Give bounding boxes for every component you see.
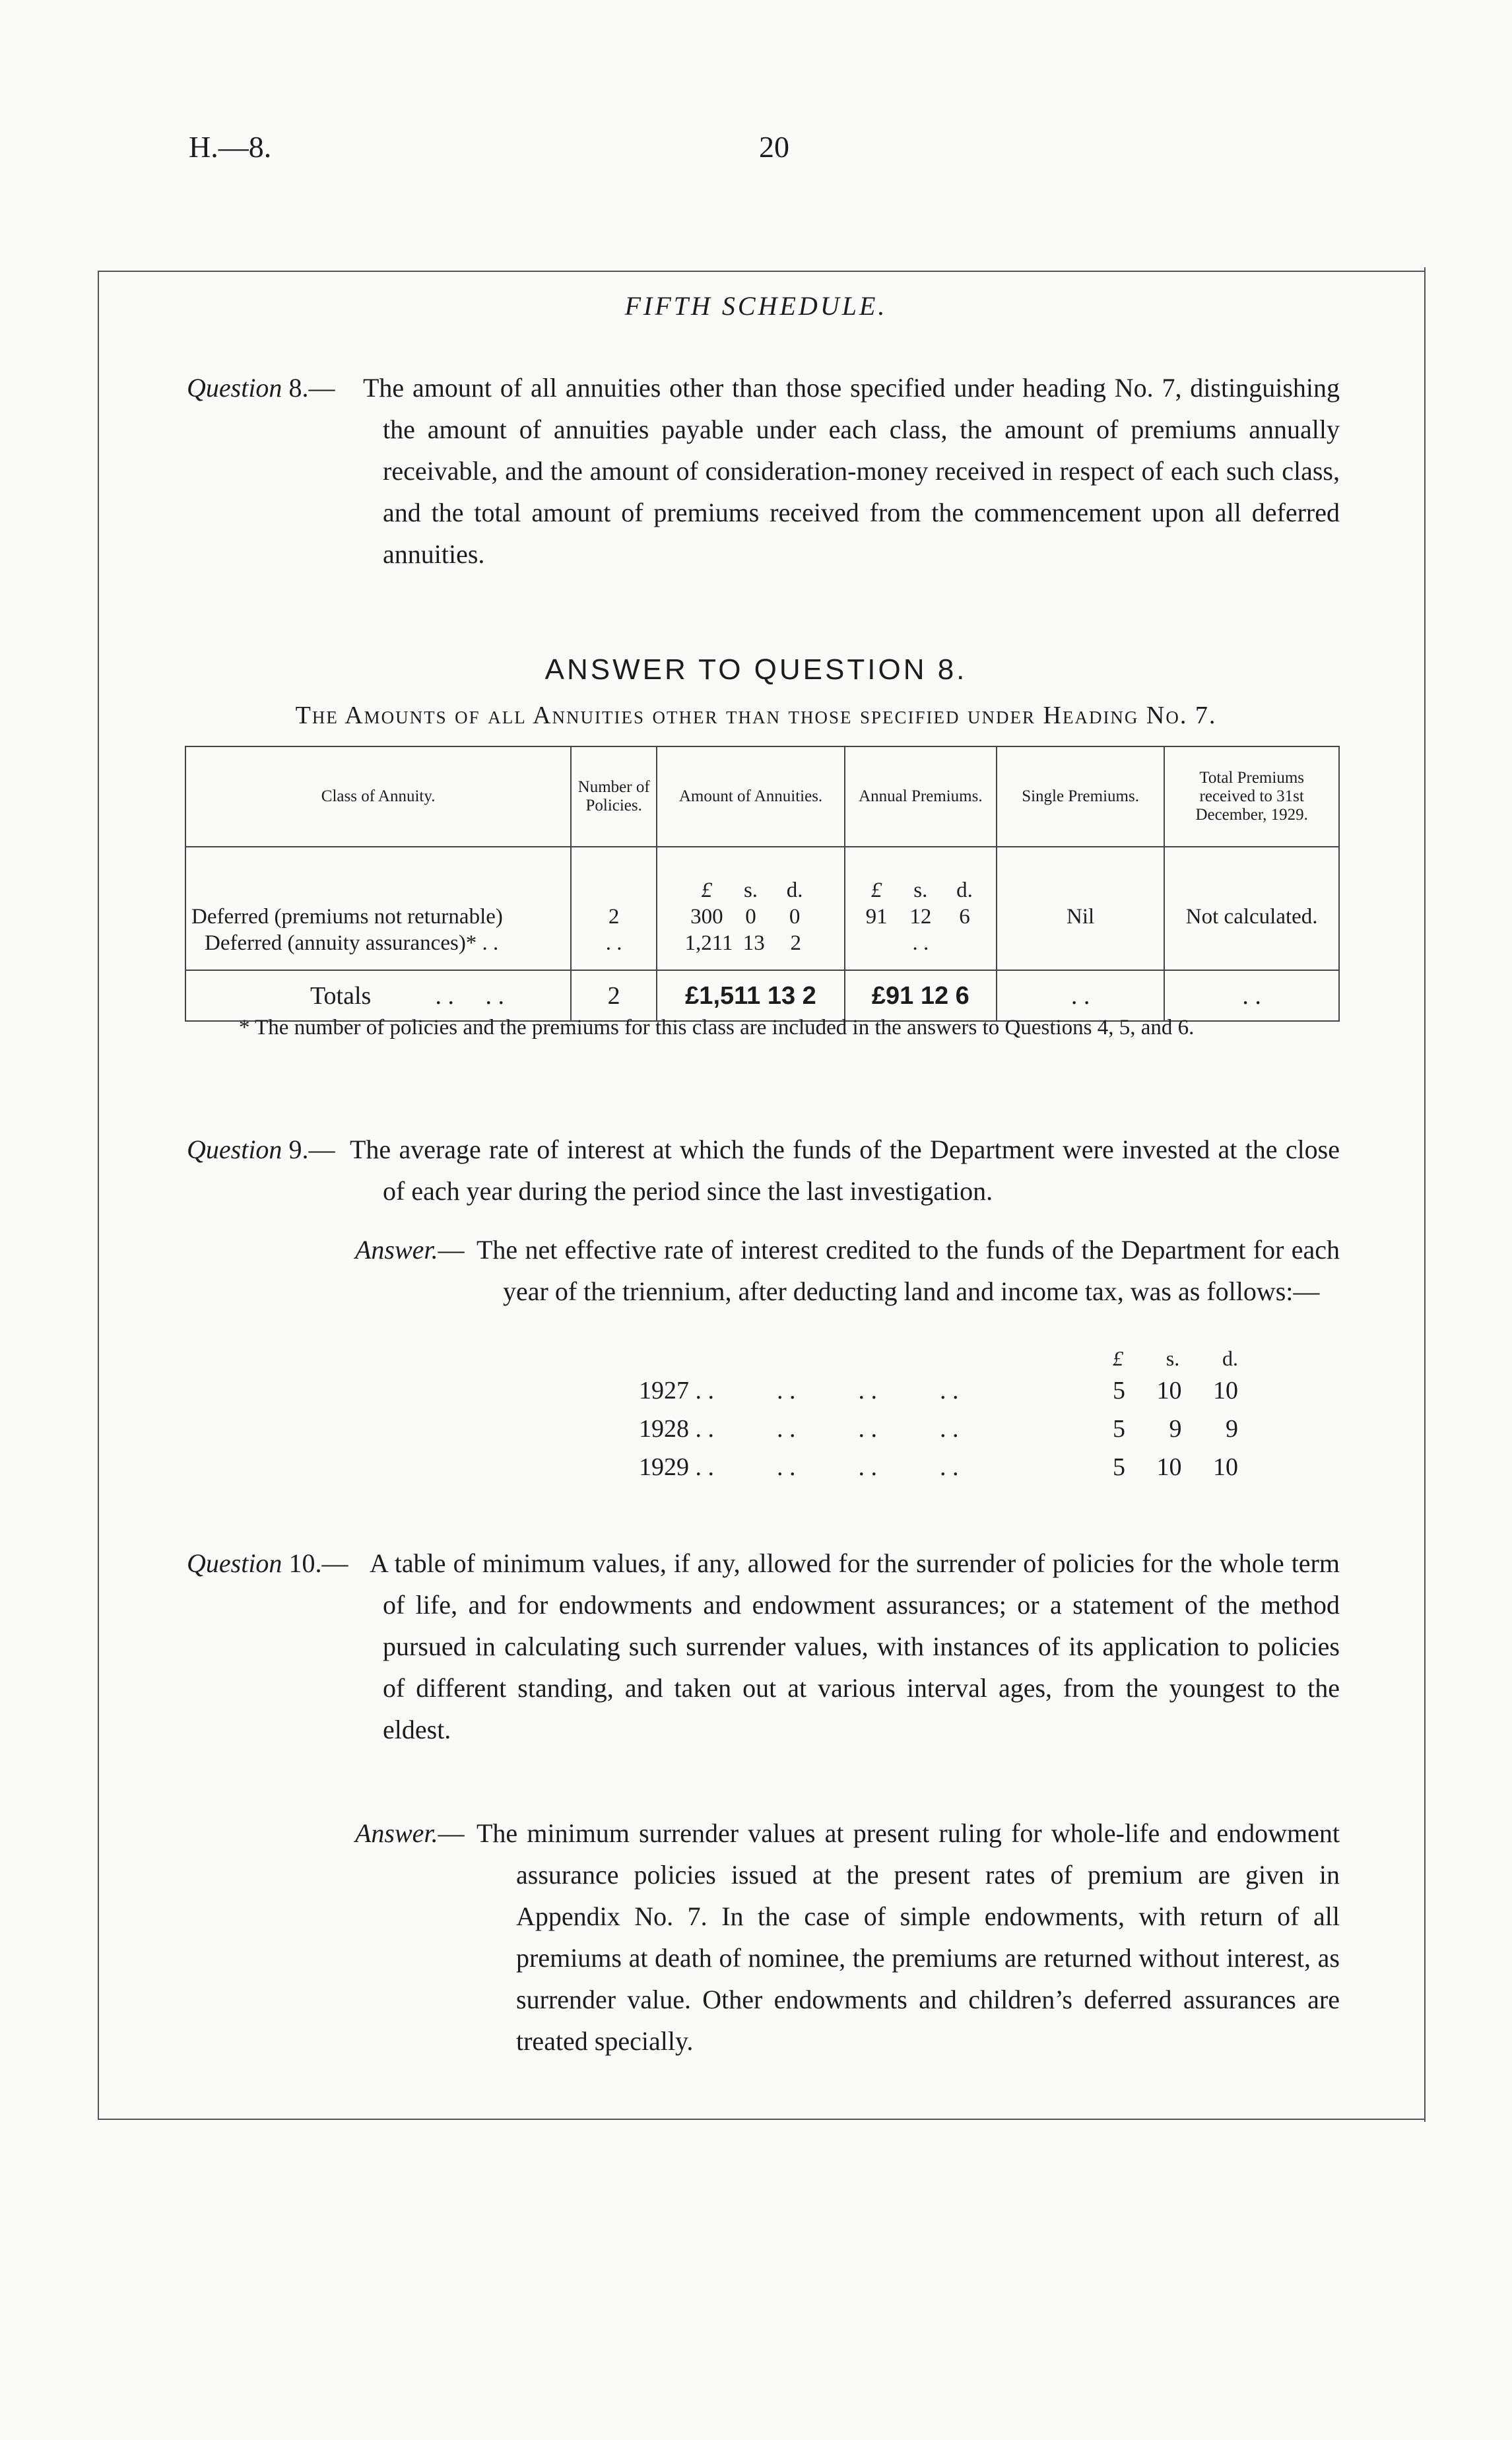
rate-dots: . . . . . . . .: [695, 1377, 959, 1404]
rate-year: 1929: [639, 1453, 689, 1481]
question-number: 8.: [288, 373, 309, 403]
col-class-of-annuity: Class of Annuity.: [185, 746, 571, 847]
rate-pence: 10: [1213, 1377, 1238, 1404]
row-number: . .: [605, 931, 622, 955]
amount-shillings: 13: [742, 931, 765, 955]
question-dash: —: [308, 373, 335, 403]
row-class: Deferred (annuity assurances)* . .: [205, 931, 499, 955]
row-class: Deferred (premiums not returnable): [191, 905, 503, 929]
total-premiums-value: Not calculated.: [1185, 905, 1318, 929]
annual-value: [855, 904, 987, 930]
totals-amount: £1,511 13 2: [657, 970, 845, 1021]
rate-pence: 10: [1213, 1453, 1238, 1481]
table-footnote: * The number of policies and the premiums for this class are included in the answers to Questions 4, 5, and 6.: [239, 1016, 1195, 1039]
rate-row-1929: [639, 1453, 1085, 1482]
answer-dash: —: [438, 1818, 465, 1848]
rate-year: 1927: [639, 1377, 689, 1404]
lsd-units: [855, 877, 987, 904]
amount-pence: 0: [789, 905, 801, 929]
single-cell: [997, 847, 1165, 970]
single-premiums-value: Nil: [1067, 905, 1095, 929]
annual-shillings: 12: [909, 905, 932, 929]
pence-unit: d.: [956, 878, 973, 902]
class-cell: [185, 847, 571, 970]
col-number-of-policies: Number of Policies.: [571, 746, 657, 847]
question-8-text: The amount of all annuities other than those specified under heading No. 7, distinguishing the amount of annuities payable under each class, the amount of premiums annually receivable, and the amount of consideration-money received in respect of each such class, and the total amount of premiums received from the commencement upon all deferred annuities.: [363, 373, 1340, 569]
rate-pence: 9: [1226, 1415, 1238, 1443]
pound-unit: £: [701, 878, 713, 902]
totals-total: . .: [1164, 970, 1339, 1021]
rate-shillings: 10: [1156, 1453, 1182, 1481]
totals-label-cell: [185, 970, 571, 1021]
question-label: Question: [187, 1135, 282, 1164]
row-number: 2: [608, 905, 620, 929]
answer-8-subtitle: The Amounts of all Annuities other than those specified under Heading No. 7.: [295, 702, 1217, 729]
col-total-premiums: Total Premiums received to 31st December, 1929.: [1164, 746, 1339, 847]
answer-label: Answer.: [355, 1235, 438, 1265]
rate-year: 1928: [639, 1415, 689, 1443]
col-amount-of-annuities: Amount of Annuities.: [657, 746, 845, 847]
table-row: [185, 847, 1339, 970]
answer-9-text: The net effective rate of interest credited to the funds of the Department for each year of the triennium, after deducting land and income tax, was as follows:—: [477, 1235, 1340, 1306]
frame-top-rule: [98, 271, 1424, 272]
schedule-title: FIFTH SCHEDULE.: [624, 291, 888, 321]
rate-pounds: 5: [1113, 1415, 1125, 1443]
question-number: 10.: [288, 1548, 322, 1578]
answer-10-label: [355, 1812, 465, 1854]
number-cell: [571, 847, 657, 970]
question-10-text: A table of minimum values, if any, allowed for the surrender of policies for the whole term of life, and for endowments and endowment assurances; or a statement of the method pursued in calculating such surrender values, with instances of its application to policies of different standing, and taken out at various interval ages, from the youngest to the eldest.: [370, 1548, 1340, 1744]
amount-pounds: 300: [690, 905, 723, 929]
annual-value: . .: [912, 931, 929, 955]
pence-unit: d.: [1222, 1346, 1238, 1370]
pound-unit: £: [1113, 1346, 1123, 1370]
rate-dots: . . . . . . . .: [695, 1415, 959, 1443]
rate-value-1927: [1113, 1376, 1238, 1405]
question-label: Question: [187, 373, 282, 403]
totals-number: 2: [571, 970, 657, 1021]
page-number: 20: [759, 130, 789, 164]
frame-left-rule: [98, 271, 99, 2119]
rate-pounds: 5: [1113, 1453, 1125, 1481]
amount-cell: [657, 847, 845, 970]
totals-annual: £91 12 6: [845, 970, 997, 1021]
totals-single: . .: [997, 970, 1165, 1021]
pound-unit: £: [871, 878, 882, 902]
rate-shillings: 10: [1156, 1377, 1182, 1404]
pence-unit: d.: [786, 878, 803, 902]
question-label: Question: [187, 1548, 282, 1578]
rate-row-1928: [639, 1414, 1085, 1443]
annuities-table: [185, 746, 1340, 1022]
col-annual-premiums: Annual Premiums.: [845, 746, 997, 847]
amount-value: [685, 930, 817, 956]
answer-8-title: ANSWER TO QUESTION 8.: [544, 653, 968, 686]
question-9-label: [187, 1129, 335, 1170]
col-single-premiums: Single Premiums.: [997, 746, 1165, 847]
rate-value-1928: [1113, 1414, 1238, 1443]
answer-10-text: The minimum surrender values at present ruling for whole-life and endowment assurance policies issued at the present rates of premium are given in Appendix No. 7. In the case of simple endowments, with return of all premiums at death of nominee, the premiums are returned without interest, as surrender value. Other endowments and children’s deferred assurances are treated specially.: [477, 1818, 1340, 2056]
totals-label: Totals: [310, 981, 372, 1010]
question-9-text: The average rate of interest at which the funds of the Department were invested at the close of each year during the period since the last investigation.: [350, 1135, 1340, 1206]
answer-label: Answer.: [355, 1818, 438, 1848]
amount-pounds: 1,211: [684, 931, 733, 955]
rate-dots: . . . . . . . .: [695, 1453, 959, 1481]
amount-shillings: 0: [745, 905, 756, 929]
question-dash: —: [308, 1135, 335, 1164]
shilling-unit: s.: [913, 878, 928, 902]
amount-pence: 2: [790, 931, 801, 955]
answer-dash: —: [438, 1235, 465, 1265]
frame-right-rule: [1424, 267, 1426, 2122]
shilling-unit: s.: [743, 878, 758, 902]
amount-value: [685, 904, 817, 930]
page-header-reference: H.—8.: [189, 130, 272, 164]
table-header-row: [185, 746, 1339, 847]
question-8-label: [187, 367, 335, 409]
question-10-label: [187, 1542, 348, 1584]
rate-pounds: 5: [1113, 1377, 1125, 1404]
annual-pence: 6: [959, 905, 970, 929]
lsd-units: [685, 877, 817, 904]
annual-cell: [845, 847, 997, 970]
question-dash: —: [321, 1548, 348, 1578]
totals-dots: . . . .: [435, 981, 504, 1010]
rate-row-1927: [639, 1376, 1085, 1405]
answer-9-label: [355, 1229, 465, 1270]
frame-bottom-rule: [98, 2119, 1424, 2120]
rate-shillings: 9: [1169, 1415, 1182, 1443]
annual-pounds: 91: [865, 905, 888, 929]
total-cell: [1164, 847, 1339, 970]
rate-value-1929: [1113, 1453, 1238, 1482]
question-number: 9.: [288, 1135, 309, 1164]
shilling-unit: s.: [1166, 1346, 1180, 1370]
totals-row: [185, 970, 1339, 1021]
rates-units-header: [1113, 1346, 1238, 1371]
